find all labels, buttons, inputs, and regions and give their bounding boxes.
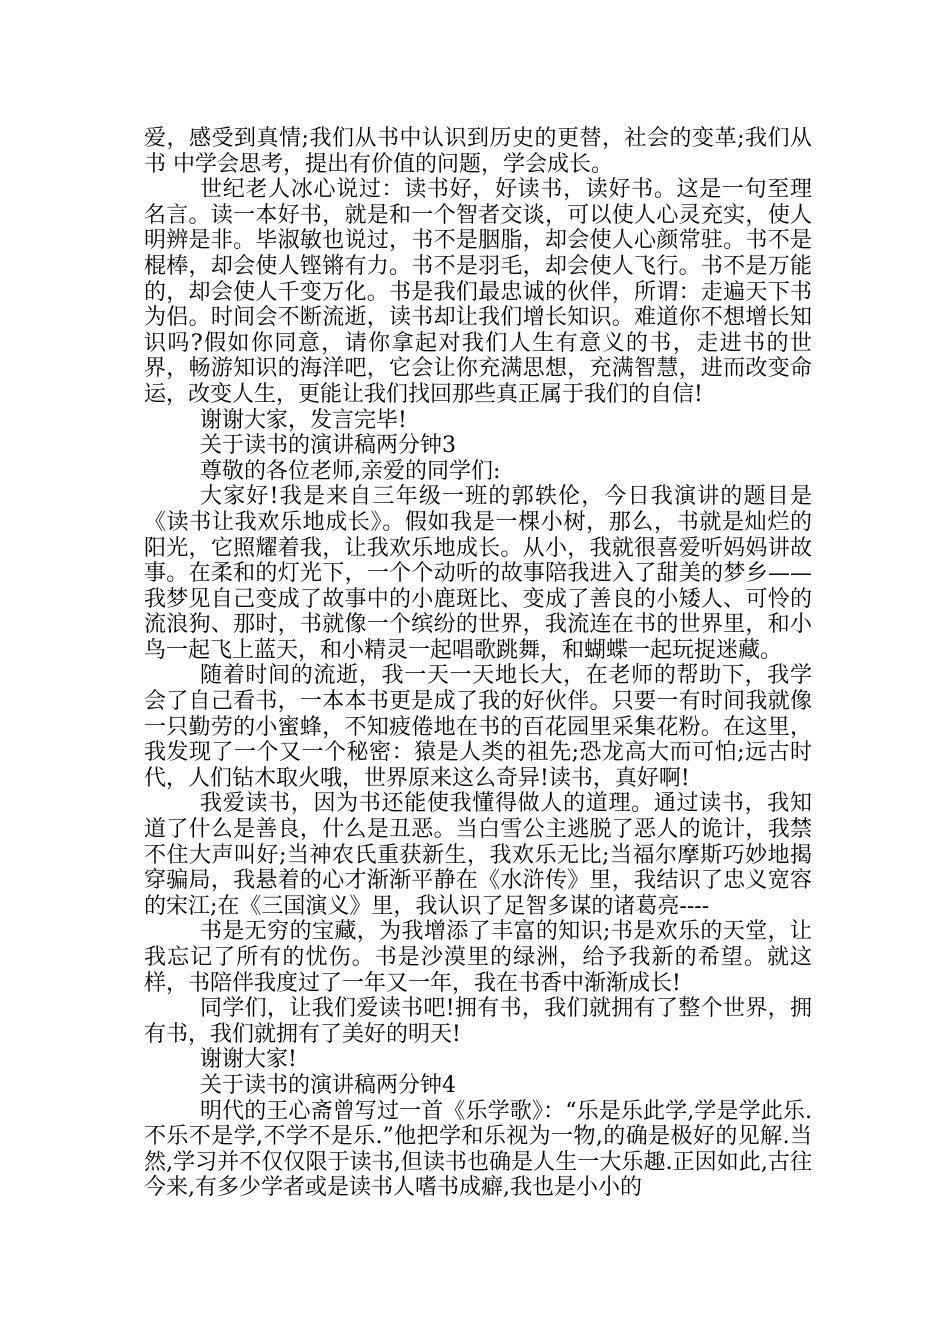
paragraph: 书是无穷的宝藏，为我增添了丰富的知识;书是欢乐的天堂，让我忘记了所有的忧伤。书是沙漠里的绿洲，给予我新的希望。就这样，书陪伴我度过了一年又一年，我在书香中渐渐成长! bbox=[144, 919, 812, 996]
section-heading: 关于读书的演讲稿两分钟3 bbox=[200, 433, 456, 459]
section-heading: 关于读书的演讲稿两分钟4 bbox=[200, 1072, 456, 1098]
document-body bbox=[144, 126, 812, 1201]
salutation: 尊敬的各位老师,亲爱的同学们: bbox=[200, 458, 501, 484]
paragraph: 大家好!我是来自三年级一班的郭轶伦，今日我演讲的题目是《读书让我欢乐地成长》。假如我是一棵小树，那么，书就是灿烂的阳光，它照耀着我，让我欢乐地成长。从小，我就很喜爱听妈妈讲故事。在柔和的灯光下，一个个动听的故事陪我进入了甜美的梦乡——我梦见自己变成了故事中的小鹿斑比、变成了善良的小矮人、可怜的流浪狗、那时，书就像一个缤纷的世界，我流连在书的世界里，和小鸟一起飞上蓝天，和小精灵一起唱歌跳舞，和蝴蝶一起玩捉迷藏。 bbox=[144, 484, 812, 663]
paragraph: 同学们，让我们爱读书吧!拥有书，我们就拥有了整个世界，拥有书，我们就拥有了美好的明天! bbox=[144, 996, 812, 1047]
paragraph: 世纪老人冰心说过：读书好，好读书，读好书。这是一句至理名言。读一本好书，就是和一个智者交谈，可以使人心灵充实，使人明辨是非。毕淑敏也说过，书不是胭脂，却会使人心颜常驻。书不是棍棒，却会使人铿锵有力。书不是羽毛，却会使人飞行。书不是万能的，却会使人千变万化。书是我们最忠诚的伙伴，所谓：走遍天下书为侣。时间会不断流逝，读书却让我们增长知识。难道你不想增长知识吗?假如你同意，请你拿起对我们人生有意义的书，走进书的世界，畅游知识的海洋吧，它会让你充满思想，充满智慧，进而改变命运，改变人生，更能让我们找回那些真正属于我们的自信! bbox=[144, 177, 812, 407]
paragraph: 谢谢大家! bbox=[200, 1047, 297, 1073]
paragraph: 随着时间的流逝，我一天一天地长大，在老师的帮助下，我学会了自己看书，一本本书更是成了我的好伙伴。只要一有时间我就像一只勤劳的小蜜蜂，不知疲倦地在书的百花园里采集花粉。在这里，我发现了一个又一个秘密：猿是人类的祖先;恐龙高大而可怕;远古时代，人们钻木取火哦，世界原来这么奇异!读书，真好啊! bbox=[144, 663, 812, 791]
paragraph: 我爱读书，因为书还能使我懂得做人的道理。通过读书，我知道了什么是善良，什么是丑恶。当白雪公主逃脱了恶人的诡计，我禁不住大声叫好;当神农氏重获新生，我欢乐无比;当福尔摩斯巧妙地揭穿骗局，我悬着的心才渐渐平静在《水浒传》里，我结识了忠义宽容的宋江;在《三国演义》里，我认识了足智多谋的诸葛亮---- bbox=[144, 791, 812, 919]
paragraph: 谢谢大家，发言完毕! bbox=[200, 407, 407, 433]
paragraph: 爱，感受到真情;我们从书中认识到历史的更替，社会的变革;我们从书 中学会思考，提出有价值的问题，学会成长。 bbox=[144, 126, 812, 177]
paragraph: 明代的王心斋曾写过一首《乐学歌》：“乐是乐此学,学是学此乐.不乐不是学,不学不是乐.”他把学和乐视为一物,的确是极好的见解.当然,学习并不仅仅限于读书,但读书也确是人生一大乐趣.正因如此,古往今来,有多少学者或是读书人嗜书成癖,我也是小小的 bbox=[144, 1098, 812, 1201]
